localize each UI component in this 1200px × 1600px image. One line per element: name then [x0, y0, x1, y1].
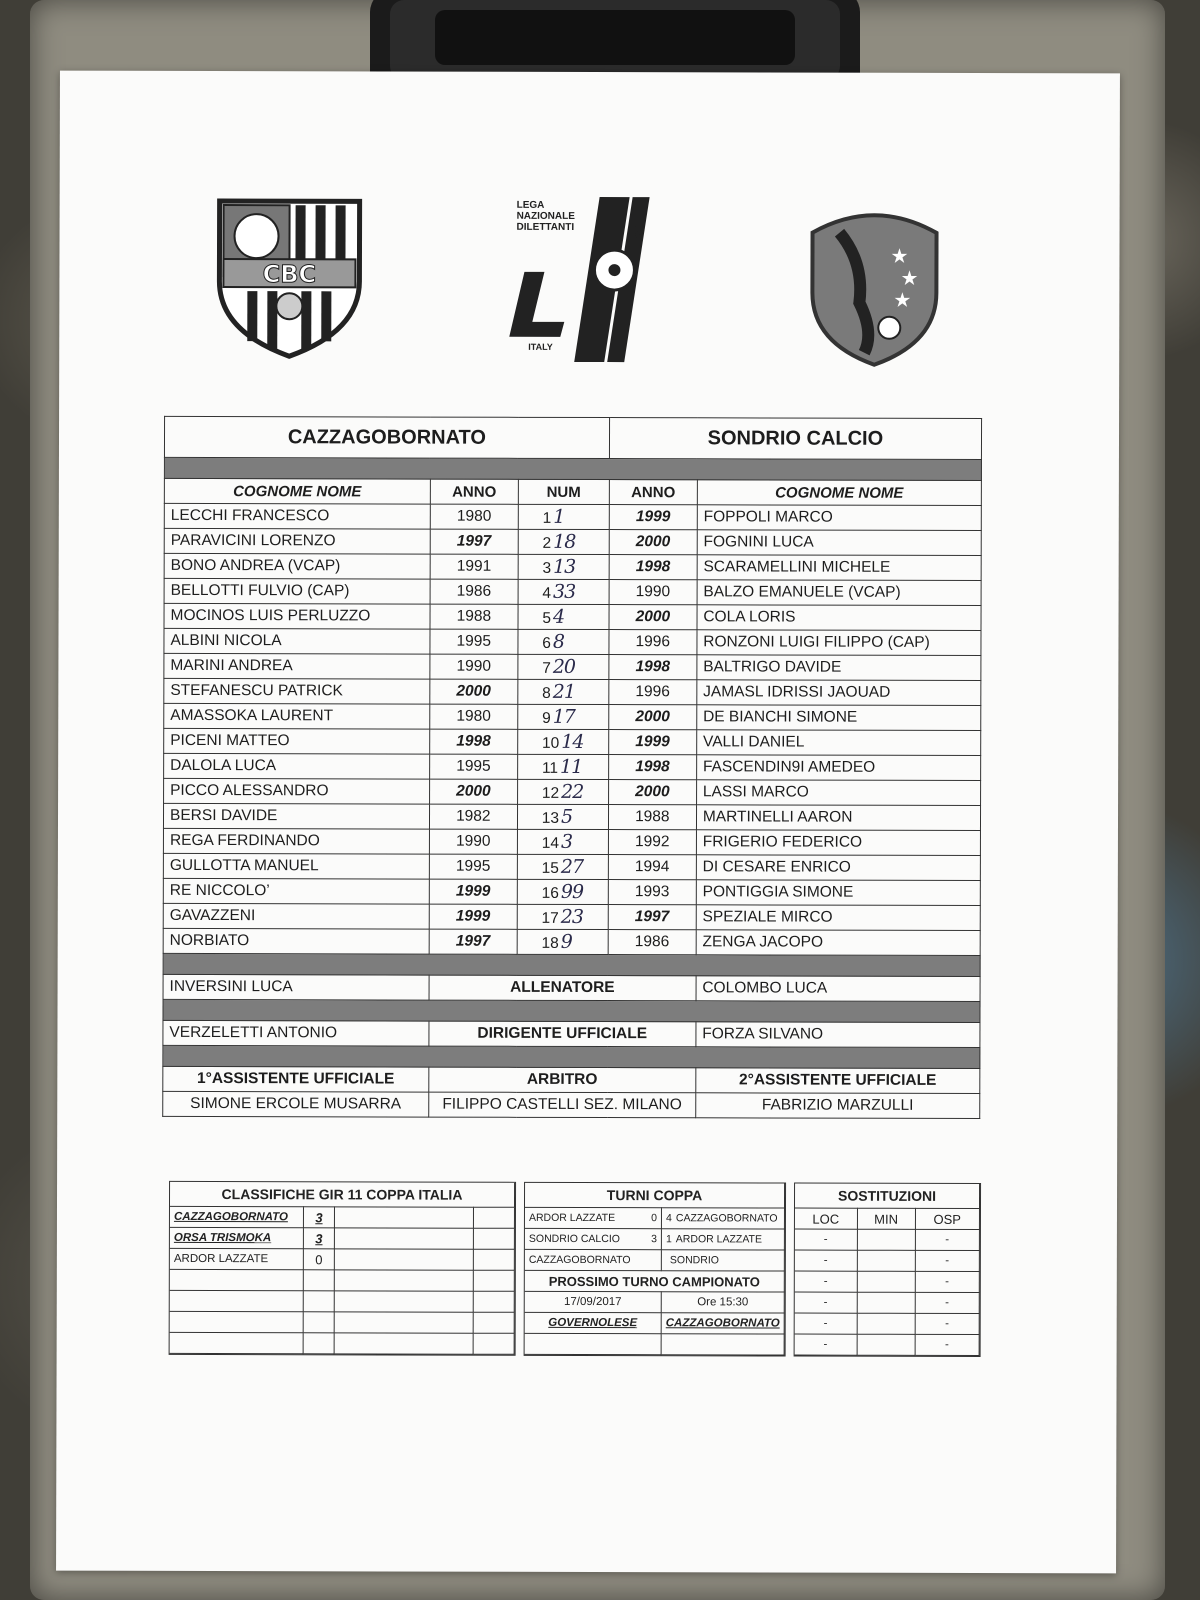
- col-away-year: ANNO: [609, 480, 697, 505]
- cup-row: [525, 1228, 785, 1250]
- away-player-name: SPEZIALE MIRCO: [696, 905, 980, 931]
- cup-team-b-name: SONDRIO: [669, 1254, 719, 1267]
- standings-points: [303, 1333, 334, 1354]
- cup-empty-row: [525, 1333, 785, 1355]
- substitution-row: [795, 1292, 980, 1313]
- next-round-away: CAZZAGOBORNATO: [661, 1313, 784, 1334]
- standings-team: CAZZAGOBORNATO: [170, 1206, 304, 1227]
- cup-team-a-name: CAZZAGOBORNATO: [528, 1253, 631, 1267]
- player-row: [164, 503, 981, 530]
- standings-empty-cell: [334, 1228, 473, 1249]
- shirt-number-cell: [518, 504, 609, 529]
- player-row: [164, 753, 981, 780]
- col-home-year: ANNO: [430, 479, 518, 504]
- printed-number: 17: [541, 909, 559, 927]
- shirt-number-cell: [518, 654, 609, 679]
- standings-team: [170, 1332, 304, 1353]
- player-row: [163, 803, 980, 830]
- roster-table: [162, 416, 982, 1119]
- standings-team: ARDOR LAZZATE: [170, 1248, 304, 1269]
- away-player-name: BALZO EMANUELE (VCAP): [697, 580, 981, 606]
- away-player-name: ZENGA JACOPO: [696, 930, 980, 956]
- home-player-name: REGA FERDINANDO: [163, 828, 429, 854]
- cup-title: TURNI COPPA: [525, 1183, 785, 1208]
- sub-loc-cell: -: [795, 1271, 857, 1292]
- assistant1-name: SIMONE ERCOLE MUSARRA: [163, 1091, 429, 1117]
- next-round-date: 17/09/2017: [525, 1291, 662, 1312]
- cup-score-a: 3: [651, 1233, 657, 1246]
- shirt-number-cell: [517, 754, 608, 779]
- standings-empty-cell: [473, 1270, 514, 1291]
- sub-osp-cell: -: [915, 1229, 979, 1250]
- separator-bar: [163, 953, 980, 976]
- standings-row: [170, 1269, 515, 1291]
- officials-label-row: [163, 1066, 980, 1093]
- home-player-year: 1990: [430, 654, 518, 679]
- standings-empty-cell: [473, 1249, 514, 1270]
- standings-empty-cell: [473, 1333, 514, 1354]
- handwritten-number: 14: [561, 730, 584, 753]
- handwritten-number: 18: [553, 530, 576, 553]
- home-player-year: 1988: [430, 604, 518, 629]
- home-player-year: 1998: [429, 729, 517, 754]
- away-official: FORZA SILVANO: [696, 1022, 980, 1048]
- subs-loc-label: LOC: [795, 1208, 857, 1229]
- sub-min-cell: [857, 1271, 915, 1292]
- player-row: [164, 653, 981, 680]
- handwritten-number: 21: [552, 680, 575, 703]
- standings-empty-cell: [334, 1291, 473, 1312]
- standings-empty-cell: [334, 1207, 473, 1228]
- away-player-year: 1999: [609, 505, 697, 530]
- standings-points: [303, 1312, 334, 1333]
- sub-osp-cell: -: [915, 1292, 979, 1313]
- shirt-number-cell: [518, 604, 609, 629]
- col-home-name: COGNOME NOME: [164, 478, 430, 504]
- next-round-title-row: [525, 1270, 785, 1292]
- col-num: NUM: [518, 479, 609, 504]
- away-team-name: SONDRIO CALCIO: [609, 418, 981, 460]
- col-away-name: COGNOME NOME: [697, 480, 981, 506]
- away-player-name: SCARAMELLINI MICHELE: [697, 555, 981, 581]
- cazzagobornato-crest-icon: [209, 191, 369, 361]
- substitution-row: [795, 1334, 980, 1355]
- handwritten-number: 20: [552, 655, 576, 678]
- standings-empty-cell: [473, 1291, 514, 1312]
- player-row: [163, 903, 980, 930]
- subs-osp-label: OSP: [915, 1208, 979, 1229]
- shirt-number-cell: [517, 804, 608, 829]
- player-row: [164, 553, 981, 580]
- handwritten-number: 17: [552, 705, 575, 728]
- cup-row: [525, 1207, 785, 1229]
- home-player-year: 1995: [429, 754, 517, 779]
- handwritten-number: 23: [560, 905, 584, 928]
- sondrio-crest-icon: [804, 203, 944, 368]
- printed-number: 18: [541, 934, 559, 952]
- away-player-name: MARTINELLI AARON: [696, 805, 980, 831]
- away-player-year: 1986: [608, 930, 696, 955]
- away-player-name: LASSI MARCO: [696, 780, 980, 806]
- away-player-year: 1988: [608, 805, 696, 830]
- lnd-logo-line2: NAZIONALE: [516, 210, 575, 222]
- shirt-number-cell: [517, 829, 608, 854]
- match-sheet: [56, 71, 1120, 1574]
- away-player-year: 1996: [609, 630, 697, 655]
- home-player-year: 1999: [429, 904, 517, 929]
- shirt-number-cell: [518, 529, 609, 554]
- home-player-year: 1999: [429, 879, 517, 904]
- svg-text:★: ★: [890, 245, 909, 268]
- home-player-year: 1990: [429, 829, 517, 854]
- home-player-name: MARINI ANDREA: [164, 653, 430, 679]
- away-player-name: DE BIANCHI SIMONE: [697, 705, 981, 731]
- sub-loc-cell: -: [795, 1313, 857, 1334]
- sub-loc-cell: -: [795, 1229, 857, 1250]
- standings-row: [170, 1332, 515, 1354]
- cup-team-a: [525, 1207, 662, 1228]
- cup-team-a-name: SONDRIO CALCIO: [528, 1232, 620, 1246]
- standings-title: CLASSIFICHE GIR 11 COPPA ITALIA: [170, 1182, 515, 1207]
- printed-number: 11: [541, 759, 559, 777]
- lnd-logo-country: ITALY: [528, 341, 553, 352]
- away-player-year: 1994: [608, 855, 696, 880]
- away-player-year: 1990: [609, 580, 697, 605]
- away-player-name: COLA LORIS: [697, 605, 981, 631]
- next-round-teams-row: [525, 1312, 785, 1334]
- standings-empty-cell: [334, 1312, 473, 1333]
- shirt-number-cell: [518, 704, 609, 729]
- away-player-name: DI CESARE ENRICO: [696, 855, 980, 881]
- handwritten-number: 99: [560, 880, 584, 903]
- cup-team-b-name: ARDOR LAZZATE: [675, 1233, 762, 1246]
- player-row: [164, 578, 981, 605]
- home-player-year: 2000: [430, 679, 518, 704]
- standings-row: [170, 1248, 515, 1270]
- away-player-year: 2000: [609, 530, 697, 555]
- home-player-name: BERSI DAVIDE: [163, 803, 429, 829]
- player-row: [164, 778, 981, 805]
- lnd-logo-line3: DILETTANTI: [516, 221, 575, 233]
- cup-team-b: [661, 1250, 784, 1271]
- home-player-name: RE NICCOLO’: [163, 878, 429, 904]
- lnd-logo-side: FIGC: [632, 217, 643, 239]
- shirt-number-cell: [517, 879, 608, 904]
- separator-bar: [163, 999, 980, 1022]
- home-player-name: BONO ANDREA (VCAP): [164, 553, 430, 579]
- officials-name-row: [163, 1091, 980, 1118]
- player-row: [163, 853, 980, 880]
- home-player-name: MOCINOS LUIS PERLUZZO: [164, 603, 430, 629]
- home-player-name: GAVAZZENI: [163, 903, 429, 929]
- standings-row: [170, 1290, 515, 1312]
- standings-row: [170, 1227, 515, 1249]
- printed-number: 15: [541, 859, 559, 877]
- cup-score-b: 1: [665, 1233, 672, 1246]
- home-player-name: PARAVICINI LORENZO: [164, 528, 430, 554]
- standings-team: [170, 1269, 304, 1290]
- separator-bar: [164, 457, 981, 480]
- printed-number: 10: [541, 734, 560, 752]
- lnd-logo-letters: [516, 305, 553, 326]
- coach-row: [163, 974, 980, 1001]
- lnd-logo-line1: LEGA: [516, 199, 545, 211]
- away-player-name: FASCENDIN9I AMEDEO: [696, 755, 980, 781]
- printed-number: 6: [542, 634, 551, 652]
- shirt-number-cell: [518, 579, 609, 604]
- away-player-year: 1992: [608, 830, 696, 855]
- player-row: [164, 528, 981, 555]
- svg-text:★: ★: [900, 267, 919, 290]
- standings-row: [170, 1311, 515, 1333]
- away-player-year: 1998: [608, 755, 696, 780]
- away-player-name: VALLI DANIEL: [696, 730, 980, 756]
- handwritten-number: 22: [561, 780, 584, 803]
- standings-points: 3: [303, 1207, 334, 1228]
- referee-label: ARBITRO: [429, 1067, 696, 1093]
- player-row: [164, 678, 981, 705]
- cup-team-a-name: ARDOR LAZZATE: [528, 1211, 616, 1225]
- home-player-name: PICENI MATTEO: [164, 728, 430, 754]
- standings-team: ORSA TRISMOKA: [170, 1227, 304, 1248]
- home-official: VERZELETTI ANTONIO: [163, 1020, 429, 1046]
- lnd-logo: [504, 192, 664, 367]
- away-player-year: 1997: [608, 905, 696, 930]
- standings-empty-cell: [334, 1333, 473, 1354]
- assistant2-name: FABRIZIO MARZULLI: [696, 1093, 980, 1119]
- home-player-name: ALBINI NICOLA: [164, 628, 430, 654]
- standings-team: [170, 1290, 304, 1311]
- home-player-year: 1997: [429, 929, 517, 954]
- home-player-year: 1995: [429, 854, 517, 879]
- printed-number: 2: [542, 534, 552, 552]
- sub-osp-cell: -: [915, 1313, 979, 1334]
- substitution-row: [795, 1313, 980, 1334]
- away-player-name: JAMASL IDRISSI JAOUAD: [697, 680, 981, 706]
- shirt-number-cell: [517, 929, 608, 954]
- separator-bar: [163, 1045, 980, 1068]
- cup-team-a: [525, 1228, 662, 1249]
- away-player-year: 1996: [609, 680, 697, 705]
- official-row: [163, 1020, 980, 1047]
- coach-role-label: ALLENATORE: [429, 975, 696, 1001]
- shirt-number-cell: [518, 679, 609, 704]
- column-header-row: [164, 478, 981, 505]
- home-player-year: 1991: [430, 554, 518, 579]
- away-player-name: BALTRIGO DAVIDE: [697, 655, 981, 681]
- home-player-year: 2000: [429, 779, 517, 804]
- handwritten-number: 9: [560, 930, 572, 953]
- assistant2-label: 2°ASSISTENTE UFFICIALE: [696, 1068, 980, 1094]
- away-player-year: 1998: [609, 655, 697, 680]
- shirt-number-cell: [518, 629, 609, 654]
- home-player-year: 1986: [430, 579, 518, 604]
- sub-osp-cell: -: [915, 1250, 979, 1271]
- away-player-year: 2000: [609, 705, 697, 730]
- printed-number: 8: [542, 684, 551, 702]
- substitution-row: [795, 1250, 980, 1271]
- shirt-number-cell: [518, 554, 609, 579]
- home-player-year: 1982: [429, 804, 517, 829]
- sub-loc-cell: -: [795, 1250, 857, 1271]
- substitutions-block: [794, 1183, 981, 1357]
- printed-number: 1: [542, 509, 552, 527]
- handwritten-number: 3: [560, 830, 573, 853]
- svg-text:★: ★: [893, 289, 912, 312]
- team-header-row: [164, 416, 981, 459]
- printed-number: 16: [541, 884, 559, 902]
- standings-points: 0: [303, 1249, 334, 1270]
- home-player-name: PICCO ALESSANDRO: [164, 778, 430, 804]
- printed-number: 14: [541, 834, 560, 852]
- player-row: [164, 703, 981, 730]
- referee-name: FILIPPO CASTELLI SEZ. MILANO: [429, 1092, 696, 1118]
- home-player-name: NORBIATO: [163, 928, 429, 954]
- standings-row: [170, 1206, 515, 1228]
- shirt-number-cell: [517, 779, 608, 804]
- shirt-number-cell: [517, 904, 608, 929]
- standings-team: [170, 1311, 304, 1332]
- sub-osp-cell: -: [915, 1334, 979, 1355]
- cup-block: [524, 1182, 786, 1357]
- sub-min-cell: [857, 1334, 915, 1355]
- printed-number: 9: [542, 709, 551, 727]
- away-player-name: FOGNINI LUCA: [697, 530, 981, 556]
- home-player-name: STEFANESCU PATRICK: [164, 678, 430, 704]
- official-role-label: DIRIGENTE UFFICIALE: [429, 1021, 696, 1047]
- standings-empty-cell: [334, 1270, 473, 1291]
- away-player-year: 1998: [609, 555, 697, 580]
- cup-score-a: 0: [651, 1212, 658, 1225]
- home-player-year: 1995: [430, 629, 518, 654]
- away-player-year: 1993: [608, 880, 696, 905]
- handwritten-number: 33: [553, 580, 576, 603]
- away-player-name: FOPPOLI MARCO: [697, 505, 981, 531]
- cup-row: [525, 1249, 785, 1271]
- next-round-datetime-row: [525, 1291, 785, 1313]
- subs-title: SOSTITUZIONI: [795, 1184, 980, 1209]
- away-player-year: 1999: [608, 730, 696, 755]
- printed-number: 7: [542, 659, 551, 677]
- home-player-name: BELLOTTI FULVIO (CAP): [164, 578, 430, 604]
- handwritten-number: 27: [560, 855, 584, 878]
- player-row: [164, 603, 981, 630]
- substitution-row: [795, 1271, 980, 1292]
- away-player-year: 2000: [608, 780, 696, 805]
- away-player-name: RONZONI LUIGI FILIPPO (CAP): [697, 630, 981, 656]
- printed-number: 5: [542, 609, 551, 627]
- shirt-number-cell: [517, 854, 608, 879]
- home-coach: INVERSINI LUCA: [163, 974, 429, 1000]
- assistant1-label: 1°ASSISTENTE UFFICIALE: [163, 1066, 429, 1092]
- printed-number: 12: [541, 784, 560, 802]
- away-player-year: 2000: [609, 605, 697, 630]
- away-player-name: PONTIGGIA SIMONE: [696, 880, 980, 906]
- shirt-number-cell: [517, 729, 608, 754]
- printed-number: 4: [542, 584, 552, 602]
- standings-empty-cell: [473, 1312, 514, 1333]
- standings-points: [303, 1291, 334, 1312]
- standings-points: [303, 1270, 334, 1291]
- home-player-name: LECCHI FRANCESCO: [164, 503, 430, 529]
- standings-empty-cell: [473, 1228, 514, 1249]
- home-player-name: AMASSOKA LAURENT: [164, 703, 430, 729]
- player-row: [163, 928, 980, 955]
- cup-team-b-name: CAZZAGOBORNATO: [675, 1212, 778, 1225]
- handwritten-number: 13: [553, 555, 576, 578]
- handwritten-number: 5: [561, 805, 573, 828]
- bottom-section: [169, 1181, 979, 1358]
- handwritten-number: 1: [553, 505, 565, 528]
- handwritten-number: 4: [552, 605, 565, 628]
- printed-number: 3: [542, 559, 552, 577]
- home-player-name: DALOLA LUCA: [164, 753, 430, 779]
- standings-empty-cell: [473, 1207, 514, 1228]
- standings-block: [169, 1181, 516, 1356]
- sub-min-cell: [857, 1292, 915, 1313]
- substitution-row: [795, 1229, 980, 1250]
- cup-score-b: 4: [666, 1212, 672, 1225]
- cbc-logo-letters: CBC: [262, 260, 317, 289]
- player-row: [164, 628, 981, 655]
- cup-team-b: [661, 1229, 784, 1250]
- sub-osp-cell: -: [915, 1271, 979, 1292]
- handwritten-number: 11: [560, 755, 583, 778]
- player-row: [164, 728, 981, 755]
- next-round-title: PROSSIMO TURNO CAMPIONATO: [525, 1270, 785, 1292]
- away-player-name: FRIGERIO FEDERICO: [696, 830, 980, 856]
- printed-number: 13: [541, 809, 560, 827]
- next-round-time: Ore 15:30: [661, 1292, 784, 1313]
- handwritten-number: 8: [552, 630, 565, 653]
- cup-empty-cell: [661, 1334, 784, 1355]
- standings-points: 3: [303, 1228, 334, 1249]
- player-row: [163, 878, 980, 905]
- standings-empty-cell: [334, 1249, 473, 1270]
- cup-team-a: [525, 1249, 662, 1270]
- home-player-year: 1980: [430, 704, 518, 729]
- home-player-year: 1997: [430, 529, 518, 554]
- home-player-year: 1980: [430, 504, 518, 529]
- next-round-home: GOVERNOLESE: [525, 1312, 662, 1333]
- sub-loc-cell: -: [795, 1292, 857, 1313]
- player-row: [163, 828, 980, 855]
- subs-min-label: MIN: [857, 1208, 915, 1229]
- cup-team-b: [661, 1208, 784, 1229]
- cup-empty-cell: [525, 1333, 662, 1354]
- sub-loc-cell: -: [795, 1334, 857, 1355]
- away-coach: COLOMBO LUCA: [696, 976, 980, 1002]
- home-team-name: CAZZAGOBORNATO: [164, 416, 609, 458]
- sub-min-cell: [857, 1229, 915, 1250]
- sub-min-cell: [857, 1313, 915, 1334]
- home-player-name: GULLOTTA MANUEL: [163, 853, 429, 879]
- sub-min-cell: [857, 1250, 915, 1271]
